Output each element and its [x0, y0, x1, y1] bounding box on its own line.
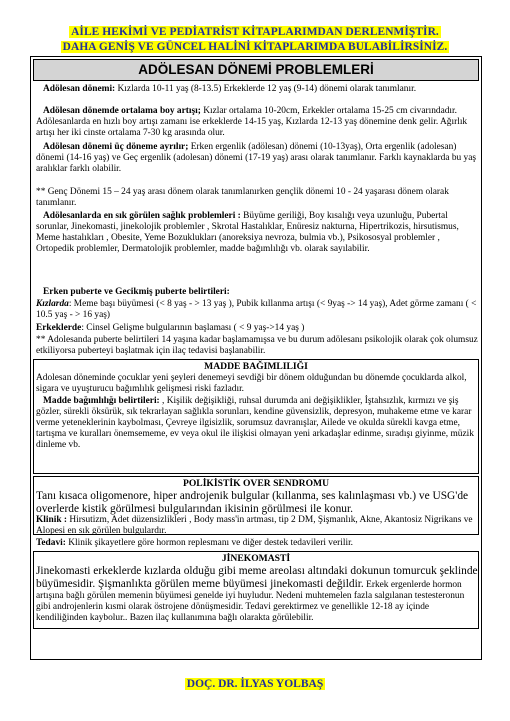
- banner-line-1: AİLE HEKİMİ VE PEDİATRİST KİTAPLARIMDAN DERLENMİŞTİR.: [71, 26, 439, 38]
- gyno-header: JİNEKOMASTİ: [221, 553, 291, 564]
- puberty-note: ** Adolesanda puberte belirtileri 14 yaşına kadar başlamamışsa ve bu durum adölesanı psikolojik olarak çok olumsuz etkiliyorsa puberteyi başlatmak için ilaç tedavisi başlanabilir.: [36, 335, 478, 356]
- health-problems-paragraph: Adölesanlarda en sık görülen sağlık problemleri : Büyüme geriliği, Boy kısalığı veya uzunluğu, Pubertal sorunlar, Jinekomasti, jinekolojik problemler , Skrotal Hastalıklar, Enüresiz nakturna, Hipertrikozis, hirsutismus, Meme hastalıkları , Obesite, Yeme Bozuklukları (anoreksiya nevroza, bulmia vb.), Psikososyal problemler , Ortopedik problemler, Dermatolojik problemler, madde bağımlılığı vb. olarak sayılabilir.: [36, 211, 459, 254]
- author-footer: DOÇ. DR. İLYAS YOLBAŞ: [186, 678, 324, 690]
- stages-paragraph: Adölesan dönemi üç döneme ayrılır; Erken ergenlik (adölesan) dönemi (10-13yaş), Orta ergenlik (adolesan) dönemi (14-16 yaş) ve Geç ergenlik (adolesan) dönemi (17-19 yaş) arası olarak tanımlanır. Farklı kaynaklarda bu yaş aralıklar farklı olabilir.: [36, 142, 477, 174]
- gyno-paragraph: Jinekomasti erkeklerde kızlarda olduğu gibi meme areolası altındaki dokunun tomurcuk şeklinde büyümesidir. Şişmanlıkta görülen meme büyümesi jinekomasti değildir. Erkek ergenlerde hormon artışına bağlı görülen memenin büyümesi genelde iyi huyludur. Nedeni muhtemelen fazla salgılanan testesteronun gibi androjenlerin kısmi olarak östrojene dönüşmesidir. Tedavi gerektirmez ve genellikle 12-18 ay içinde kendiliğinden kaybolur.. Bazen ilaç kullanımına bağlı olarakta görülebilir.: [36, 565, 478, 623]
- boys-puberty: Erkeklerde: Cinsel Gelişme bulgularının başlaması ( < 9 yaş->14 yaş ): [36, 323, 305, 333]
- title-box: [33, 59, 479, 81]
- girls-puberty: Kızlarda: Meme başı büyümesi (< 8 yaş - > 13 yaş ), Pubik kıllanma artışı (< 9yaş -> 14 yaş), Adet görme zamanı ( < 10.5 yaş - > 16 yaş): [36, 299, 477, 320]
- page-title: ADÖLESAN DÖNEMİ PROBLEMLERİ: [138, 62, 374, 77]
- substance-signs: Madde bağımlılığı belirtileri: , Kişilik değişikliği, ruhsal durumda ani değişiklikler, İştahsızlık, kırmızı ve şiş gözler, sürekli öksürük, sık tekrarlayan sağlıkla sorunları, kendine güvensizlik, depresyon, muhakeme etme ve karar verme yeteneklerinin kaybolması, Çevreye ilgisizlik, sorumsuz davranışlar, Ailede ve okulda sürekli kavga etme, tartışma ve kuralları önemsememe, ev veya okul ile ilişkisi olmayan yeni arkadaşlar edinme, sıradışı giyinme, müzik dinleme vb.: [36, 396, 474, 450]
- puberty-heading: Erken puberte ve Gecikmiş puberte belirtileri:: [43, 287, 230, 297]
- substance-header: MADDE BAĞIMLILIĞI: [204, 361, 308, 372]
- youth-note: ** Genç Dönemi 15 – 24 yaş arası dönem olarak tanımlanırken gençlik dönemi 10 - 24 yaşarası dönem olarak tanımlanır.: [36, 187, 449, 208]
- substance-intro: Adolesan döneminde çocuklar yeni şeyleri denemeyi sevdiği bir dönem olduğundan bu dönemde çocuklarda alkol, sigara ve uyuşturucu bağımlılık gelişmesi riski fazladır.: [36, 373, 467, 394]
- pcos-diagnosis: Tanı kısaca oligomenore, hiper androjenik bulgular (kıllanma, ses kalınlaşması vb.) ve USG'de overlerde kistik görülmesi bulgularından ikisinin görülmesi ile konur.: [36, 490, 469, 515]
- pcos-therapy: Tedavi: Klinik şikayetlere göre hormon replesmanı ve diğer destek tedavileri verilir.: [36, 538, 354, 548]
- growth-paragraph: Adölesan dönemde ortalama boy artışı; Kızlar ortalama 10-20cm, Erkekler ortalama 15-25 cm civarındadır. Adölesanlarda en hızlı boy artışı zamanı ise erkeklerde 14-15 yaş, Kızlarda 12-13 yaş dönemine denk gelir. Ağırlık artışı her iki cinste ortalama 7-30 kg arasında olur.: [36, 106, 468, 138]
- banner-line-2: DAHA GENİŞ VE GÜNCEL HALİNİ KİTAPLARIMDA BULABİLİRSİNİZ.: [62, 41, 448, 53]
- pcos-header: POLİKİSTİK OVER SENDROMU: [182, 478, 330, 489]
- pcos-clinic: Klinik : Hirsutizm, Adet düzensizlikleri , Body mass'in artması, tip 2 DM, Şişmanlık, Akne, Akantosiz Nigrikans ve Alopesi en sık görülen bulgulardır.: [36, 515, 473, 536]
- adolescence-definition: Adölesan dönemi: Kızlarda 10-11 yaş (8-13.5) Erkeklerde 12 yaş (9-14) dönemi olarak tanımlanır.: [43, 84, 417, 94]
